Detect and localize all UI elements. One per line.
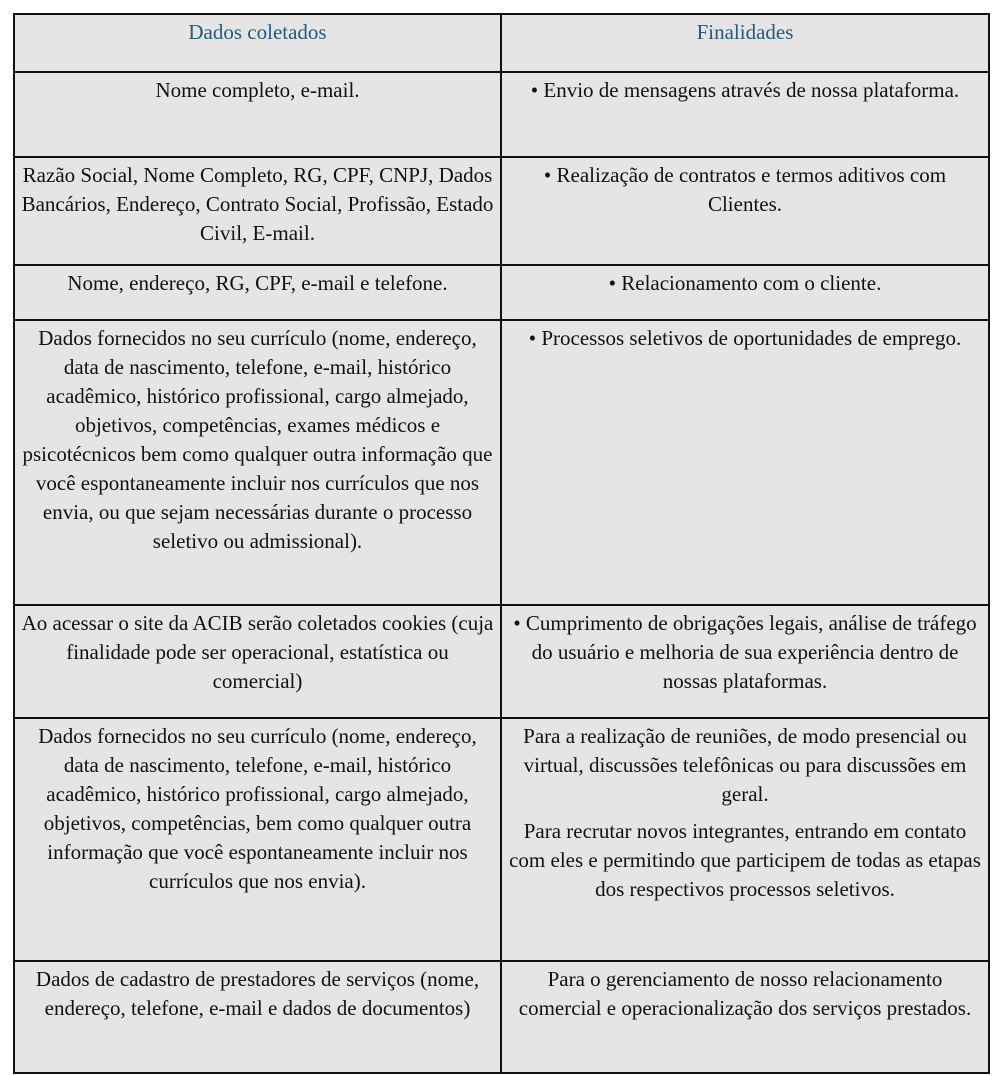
- header-finalidades: Finalidades: [501, 14, 989, 72]
- finalidade-cell: • Cumprimento de obrigações legais, análise de tráfego do usuário e melhoria de sua experiência dentro de nossas plataformas.: [501, 605, 989, 718]
- dados-cell: Nome completo, e-mail.: [14, 72, 501, 157]
- table-row: [14, 605, 989, 718]
- finalidade-paragraph: Para a realização de reuniões, de modo presencial ou virtual, discussões telefônicas ou para discussões em geral.: [523, 724, 967, 806]
- table-row: [14, 718, 989, 961]
- finalidade-cell: • Relacionamento com o cliente.: [501, 265, 989, 320]
- table-row: [14, 961, 989, 1073]
- dados-cell: Dados fornecidos no seu currículo (nome, endereço, data de nascimento, telefone, e-mail, histórico acadêmico, histórico profissional, cargo almejado, objetivos, competências, exames médicos e psicotécnicos bem como qualquer outra informação que você espontaneamente incluir nos currículos que nos envia, ou que sejam necessárias durante o processo seletivo ou admissional).: [14, 320, 501, 605]
- data-purposes-table: [13, 13, 990, 1074]
- header-row: [14, 14, 989, 72]
- dados-cell: Dados de cadastro de prestadores de serviços (nome, endereço, telefone, e-mail e dados de documentos): [14, 961, 501, 1073]
- finalidade-paragraph: Para recrutar novos integrantes, entrando em contato com eles e permitindo que participem de todas as etapas dos respectivos processos seletivos.: [509, 819, 981, 901]
- finalidade-cell: • Processos seletivos de oportunidades de emprego.: [501, 320, 989, 605]
- table-row: [14, 320, 989, 605]
- dados-cell: Razão Social, Nome Completo, RG, CPF, CNPJ, Dados Bancários, Endereço, Contrato Social, Profissão, Estado Civil, E-mail.: [14, 157, 501, 265]
- finalidade-cell: • Realização de contratos e termos aditivos com Clientes.: [501, 157, 989, 265]
- table-row: [14, 72, 989, 157]
- table-row: [14, 265, 989, 320]
- dados-cell: Ao acessar o site da ACIB serão coletados cookies (cuja finalidade pode ser operacional, estatística ou comercial): [14, 605, 501, 718]
- finalidade-cell: • Envio de mensagens através de nossa plataforma.: [501, 72, 989, 157]
- header-dados-coletados: Dados coletados: [14, 14, 501, 72]
- dados-cell: Nome, endereço, RG, CPF, e-mail e telefone.: [14, 265, 501, 320]
- finalidade-cell: [501, 718, 989, 961]
- table-row: [14, 157, 989, 265]
- dados-cell: Dados fornecidos no seu currículo (nome, endereço, data de nascimento, telefone, e-mail, histórico acadêmico, histórico profissional, cargo almejado, objetivos, competências, bem como qualquer outra informação que você espontaneamente incluir nos currículos que nos envia).: [14, 718, 501, 961]
- finalidade-cell: Para o gerenciamento de nosso relacionamento comercial e operacionalização dos serviços prestados.: [501, 961, 989, 1073]
